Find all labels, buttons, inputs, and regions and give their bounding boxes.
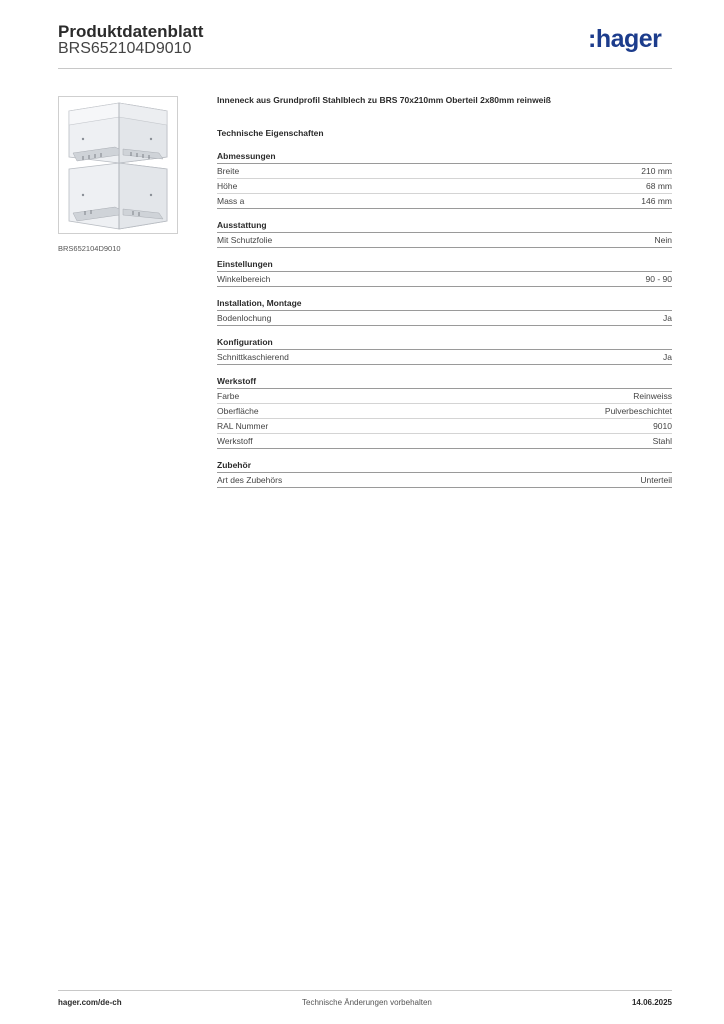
spec-group-title: Zubehör — [217, 459, 672, 473]
spec-group-title: Ausstattung — [217, 219, 672, 233]
spec-label: Mit Schutzfolie — [217, 235, 273, 245]
spec-value: 210 mm — [641, 166, 672, 176]
spec-group-title: Werkstoff — [217, 375, 672, 389]
footer-notice: Technische Änderungen vorbehalten — [302, 998, 432, 1007]
spec-value: 90 - 90 — [645, 274, 672, 284]
image-caption: BRS652104D9010 — [58, 244, 121, 253]
spec-groups — [217, 150, 672, 488]
spec-group-title: Installation, Montage — [217, 297, 672, 311]
spec-label: Bodenlochung — [217, 313, 272, 323]
spec-row — [217, 389, 672, 404]
spec-section — [217, 92, 672, 488]
spec-label: Höhe — [217, 181, 238, 191]
spec-label: Breite — [217, 166, 240, 176]
spec-value: Reinweiss — [633, 391, 672, 401]
section-heading: Technische Eigenschaften — [217, 128, 324, 138]
spec-value: Stahl — [652, 436, 672, 446]
spec-label: Winkelbereich — [217, 274, 271, 284]
spec-label: Farbe — [217, 391, 240, 401]
spec-row — [217, 272, 672, 287]
spec-row — [217, 473, 672, 488]
spec-row — [217, 233, 672, 248]
spec-label: Oberfläche — [217, 406, 259, 416]
spec-value: Ja — [663, 352, 672, 362]
spec-group — [217, 459, 672, 488]
spec-row — [217, 311, 672, 326]
spec-value: Ja — [663, 313, 672, 323]
spec-value: Pulverbeschichtet — [604, 406, 672, 416]
spec-row — [217, 434, 672, 449]
spec-group — [217, 258, 672, 287]
spec-group — [217, 336, 672, 365]
spec-label: Mass a — [217, 196, 245, 206]
spec-value: Nein — [654, 235, 672, 245]
spec-label: Art des Zubehörs — [217, 475, 283, 485]
spec-label: Schnittkaschierend — [217, 352, 289, 362]
spec-row — [217, 194, 672, 209]
spec-value: 68 mm — [646, 181, 672, 191]
spec-group — [217, 375, 672, 449]
spec-label: Werkstoff — [217, 436, 253, 446]
footer-website[interactable]: hager.com/de-ch — [58, 998, 122, 1007]
spec-row — [217, 404, 672, 419]
spec-group — [217, 219, 672, 248]
footer-date: 14.06.2025 — [631, 998, 672, 1007]
article-number: BRS652104D9010 — [58, 40, 192, 57]
spec-value: 9010 — [653, 421, 672, 431]
inner-corner-illustration — [59, 97, 177, 233]
spec-group-title: Konfiguration — [217, 336, 672, 350]
hager-logo: :hager — [588, 25, 662, 53]
footer-divider — [58, 990, 672, 991]
spec-row — [217, 164, 672, 179]
product-image — [58, 96, 178, 234]
spec-group — [217, 150, 672, 209]
product-description: Inneneck aus Grundprofil Stahlblech zu BRS 70x210mm Oberteil 2x80mm reinweiß — [217, 95, 551, 105]
spec-value: 146 mm — [641, 196, 672, 206]
spec-row — [217, 179, 672, 194]
spec-row — [217, 350, 672, 365]
page-title: Produktdatenblatt — [58, 22, 204, 41]
spec-group — [217, 297, 672, 326]
spec-label: RAL Nummer — [217, 421, 269, 431]
header-divider — [58, 68, 672, 69]
spec-group-title: Abmessungen — [217, 150, 672, 164]
spec-value: Unterteil — [640, 475, 672, 485]
spec-row — [217, 419, 672, 434]
spec-group-title: Einstellungen — [217, 258, 672, 272]
